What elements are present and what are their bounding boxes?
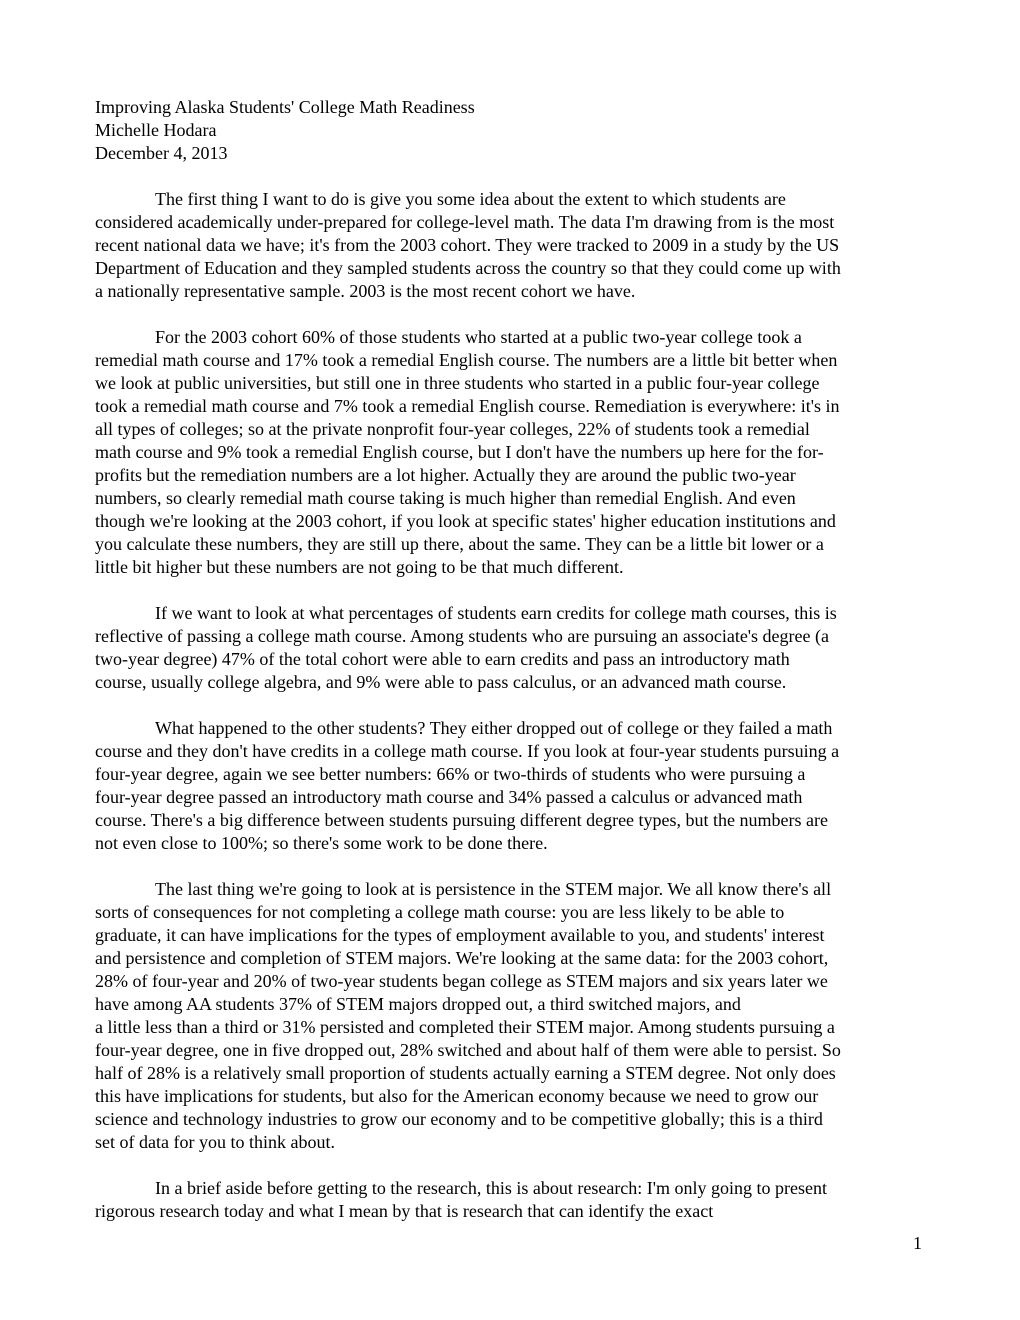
paragraph-line: all types of colleges; so at the private nonprofit four-year colleges, 22% of students took a remedial bbox=[95, 419, 810, 439]
body-text bbox=[95, 188, 927, 1223]
paragraph bbox=[95, 1177, 927, 1223]
paragraph-line: you calculate these numbers, they are still up there, about the same. They can be a little bit lower or a bbox=[95, 534, 824, 554]
paragraph-line: two-year degree) 47% of the total cohort were able to earn credits and pass an introductory math bbox=[95, 649, 790, 669]
paragraph-line: rigorous research today and what I mean by that is research that can identify the exact bbox=[95, 1201, 714, 1221]
paragraph bbox=[95, 878, 927, 1154]
paragraph-line: What happened to the other students? They either dropped out of college or they failed a math bbox=[155, 718, 833, 738]
paragraph bbox=[95, 188, 927, 303]
paragraph-line: course. There's a big difference between students pursuing different degree types, but the numbers are bbox=[95, 810, 828, 830]
paragraph-line: four-year degree, one in five dropped out, 28% switched and about half of them were able to persist. So bbox=[95, 1040, 841, 1060]
paragraph-line: graduate, it can have implications for the types of employment available to you, and students' interest bbox=[95, 925, 825, 945]
document-title: Improving Alaska Students' College Math Readiness bbox=[95, 97, 475, 117]
paragraph-line: have among AA students 37% of STEM majors dropped out, a third switched majors, and bbox=[95, 994, 741, 1014]
paragraph-line: In a brief aside before getting to the research, this is about research: I'm only going to present bbox=[155, 1178, 828, 1198]
paragraph-line: four-year degree, again we see better numbers: 66% or two-thirds of students who were pursuing a bbox=[95, 764, 806, 784]
paragraph bbox=[95, 326, 927, 579]
paragraph-line: profits but the remediation numbers are a lot higher. Actually they are around the public two-year bbox=[95, 465, 796, 485]
paragraph-line: Department of Education and they sampled students across the country so that they could come up with bbox=[95, 258, 841, 278]
paragraph-line: math course and 9% took a remedial English course, but I don't have the numbers up here for the for- bbox=[95, 442, 824, 462]
paragraph-line: four-year degree passed an introductory math course and 34% passed a calculus or advanced math bbox=[95, 787, 803, 807]
paragraph-line: a little less than a third or 31% persisted and completed their STEM major. Among students pursuing a bbox=[95, 1017, 835, 1037]
paragraph-line: we look at public universities, but still one in three students who started in a public four-year college bbox=[95, 373, 820, 393]
paragraph bbox=[95, 602, 927, 694]
paragraph-line: half of 28% is a relatively small proportion of students actually earning a STEM degree. Not only does bbox=[95, 1063, 836, 1083]
paragraph-line: took a remedial math course and 7% took a remedial English course. Remediation is everywhere: it's in bbox=[95, 396, 840, 416]
paragraph-line: recent national data we have; it's from the 2003 cohort. They were tracked to 2009 in a study by the US bbox=[95, 235, 840, 255]
paragraph-line: science and technology industries to grow our economy and to be competitive globally; this is a third bbox=[95, 1109, 823, 1129]
paragraph-line: For the 2003 cohort 60% of those students who started at a public two-year college took a bbox=[155, 327, 802, 347]
paragraph-line: numbers, so clearly remedial math course taking is much higher than remedial English. And even bbox=[95, 488, 796, 508]
paragraph-line: reflective of passing a college math course. Among students who are pursuing an associate's degree (a bbox=[95, 626, 830, 646]
paragraph-line: The last thing we're going to look at is persistence in the STEM major. We all know there's all bbox=[155, 879, 832, 899]
paragraph-line: this have implications for students, but also for the American economy because we need to grow our bbox=[95, 1086, 819, 1106]
document-page bbox=[95, 96, 927, 1223]
paragraph bbox=[95, 717, 927, 855]
paragraph-line: not even close to 100%; so there's some work to be done there. bbox=[95, 833, 548, 853]
document-date: December 4, 2013 bbox=[95, 143, 228, 163]
page-number: 1 bbox=[913, 1233, 922, 1253]
paragraph-line: a nationally representative sample. 2003 is the most recent cohort we have. bbox=[95, 281, 636, 301]
paragraph-line: set of data for you to think about. bbox=[95, 1132, 335, 1152]
paragraph-line: sorts of consequences for not completing a college math course: you are less likely to be able to bbox=[95, 902, 785, 922]
paragraph-line: little bit higher but these numbers are not going to be that much different. bbox=[95, 557, 624, 577]
paragraph-line: course, usually college algebra, and 9% were able to pass calculus, or an advanced math course. bbox=[95, 672, 787, 692]
document-author: Michelle Hodara bbox=[95, 120, 217, 140]
paragraph-line: If we want to look at what percentages of students earn credits for college math courses, this is bbox=[155, 603, 837, 623]
paragraph-line: and persistence and completion of STEM majors. We're looking at the same data: for the 2003 cohort, bbox=[95, 948, 829, 968]
paragraph-line: remedial math course and 17% took a remedial English course. The numbers are a little bit better when bbox=[95, 350, 838, 370]
paragraph-line: though we're looking at the 2003 cohort, if you look at specific states' higher education institutions and bbox=[95, 511, 836, 531]
paragraph-line: course and they don't have credits in a college math course. If you look at four-year students pursuing a bbox=[95, 741, 840, 761]
paragraph-line: 28% of four-year and 20% of two-year students began college as STEM majors and six years later we bbox=[95, 971, 828, 991]
paragraph-line: The first thing I want to do is give you some idea about the extent to which students are bbox=[155, 189, 786, 209]
paragraph-line: considered academically under-prepared for college-level math. The data I'm drawing from is the most bbox=[95, 212, 835, 232]
